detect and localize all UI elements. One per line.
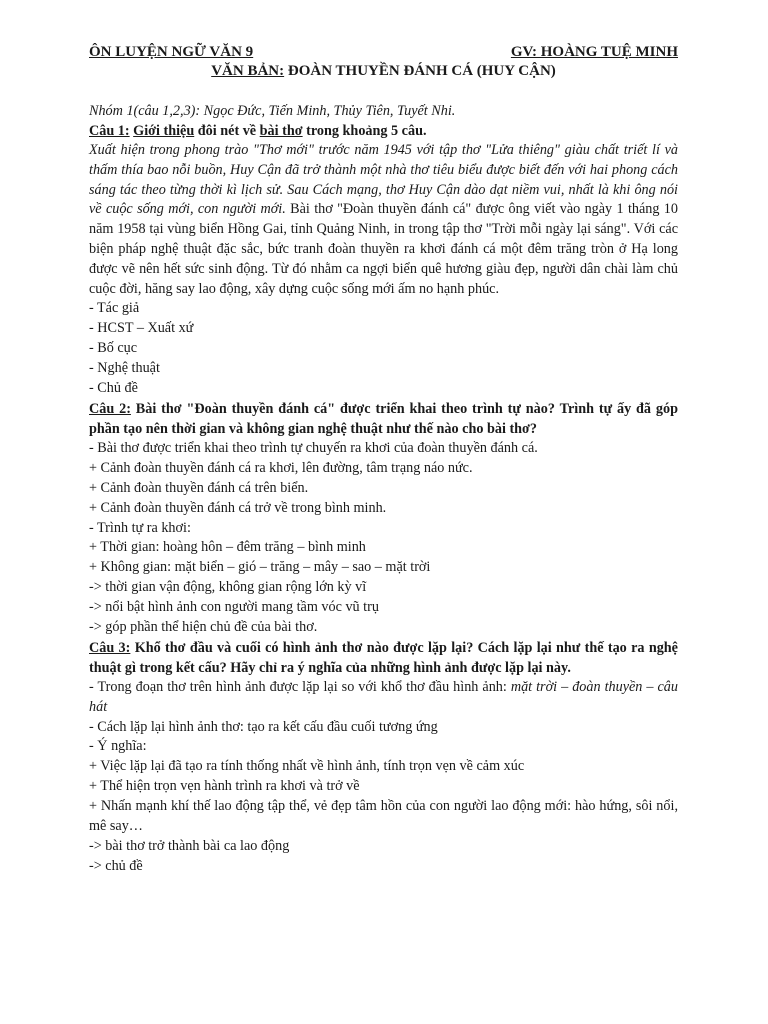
answer-2-line: - Bài thơ được triển khai theo trình tự chuyến ra khơi của đoàn thuyền đánh cá.	[89, 439, 538, 456]
answer-1-paragraph	[89, 141, 678, 299]
answer-2-line: + Cảnh đoàn thuyền đánh cá trên biển.	[89, 479, 309, 496]
question-1-middle: đôi nét về	[194, 123, 260, 139]
answer-3-line: + Nhấn mạnh khí thế lao động tập thể, vẻ đẹp tâm hồn của con người lao động mới: hào hứng, sôi nổi, mê say…	[89, 798, 678, 834]
answer-2-line: + Không gian: mặt biển – gió – trăng – mây – sao – mặt trời	[89, 559, 431, 576]
answer-1-item: - Bố cục	[89, 340, 138, 357]
question-2	[89, 399, 678, 439]
group-members: Nhóm 1(câu 1,2,3): Ngọc Đức, Tiến Minh, Thủy Tiên, Tuyết Nhi.	[89, 103, 456, 119]
answer-2-line: + Cảnh đoàn thuyền đánh cá trở về trong bình minh.	[89, 499, 387, 516]
question-1	[89, 121, 678, 141]
answer-3-line: + Thể hiện trọn vẹn hành trình ra khơi và trở về	[89, 778, 360, 795]
question-3-number: Câu 3:	[89, 639, 131, 656]
header-right: GV: HOÀNG TUỆ MINH	[510, 44, 678, 60]
question-1-intro: Giới thiệu	[133, 123, 195, 139]
answer-1-italic: Xuất hiện trong phong trào "Thơ mới" trước năm 1945 với tập thơ "Lửa thiêng" giàu chất triết lí và thấm thía bao nỗi buồn, Huy Cận đã trở thành một nhà thơ tiêu biểu được biết đến với hai phong cách sáng tác theo từng thời kì lịch sử. Sau Cách mạng, thơ Huy Cận dào dạt niềm vui, nhất là khi ông nói về cuộc sống mới, con người mới.	[89, 142, 678, 218]
answer-3-line: + Việc lặp lại đã tạo ra tính thống nhất về hình ảnh, tính trọn vẹn về cảm xúc	[89, 758, 525, 775]
answer-2-line: + Cảnh đoàn thuyền đánh cá ra khơi, lên đường, tâm trạng náo nức.	[89, 459, 473, 476]
title-prefix: VĂN BẢN:	[211, 63, 285, 79]
document-title	[89, 61, 678, 81]
answer-3-line-1-text: - Trong đoạn thơ trên hình ảnh được lặp lại so với khổ thơ đầu hình ảnh:	[89, 678, 511, 695]
answer-3-line-1	[89, 678, 678, 718]
answer-3-line-1-italic: mặt trời – đoàn thuyền – câu hát	[89, 678, 678, 715]
question-1-topic: bài thơ	[259, 123, 303, 139]
answer-2-line: + Thời gian: hoàng hôn – đêm trăng – bình minh	[89, 539, 366, 556]
question-2-text: Bài thơ "Đoàn thuyền đánh cá" được triển khai theo trình tự nào? Trình tự ấy đã góp phần tạo nên thời gian và không gian nghệ thuật như thế nào cho bài thơ?	[89, 400, 678, 437]
answer-1-normal: Bài thơ "Đoàn thuyền đánh cá" được ông viết vào ngày 1 tháng 10 năm 1958 tại vùng biển Hồng Gai, tỉnh Quảng Ninh, in trong tập thơ "Trời mỗi ngày lại sáng". Với các biện pháp nghệ thuật đặc sắc, bức tranh đoàn thuyền ra khơi đánh cá một đêm trăng tròn ở Hạ long được vẽ nên hết sức sinh động. Từ đó nhằm ca ngợi biển quê hương giàu đẹp, người dân chài làm chủ cuộc đời, hăng say lao động, xây dựng cuộc sống mới ấm no hạnh phúc.	[89, 201, 678, 297]
header-row	[89, 42, 678, 62]
answer-2-line: -> thời gian vận động, không gian rộng lớn kỳ vĩ	[89, 579, 367, 596]
header-left: ÔN LUYỆN NGỮ VĂN 9	[89, 44, 254, 60]
answer-1-item: - HCST – Xuất xứ	[89, 320, 194, 337]
answer-1-item: - Chủ đề	[89, 380, 138, 396]
question-1-number: Câu 1:	[89, 123, 130, 139]
answer-3-line: - Ý nghĩa:	[89, 738, 147, 755]
answer-3-line: -> bài thơ trở thành bài ca lao động	[89, 837, 290, 854]
answer-1-item: - Tác giả	[89, 300, 140, 317]
answer-2-line: -> góp phần thể hiện chủ đề của bài thơ.	[89, 619, 318, 636]
question-3-text: Khổ thơ đầu và cuối có hình ảnh thơ nào được lặp lại? Cách lặp lại như thế tạo ra nghệ thuật gì trong kết cấu? Hãy chỉ ra ý nghĩa của những hình ảnh được lặp lại này.	[89, 639, 678, 676]
question-2-number: Câu 2:	[89, 400, 131, 417]
document-body	[89, 42, 678, 877]
answer-2-line: -> nổi bật hình ảnh con người mang tầm vóc vũ trụ	[89, 599, 379, 616]
answer-2-line: - Trình tự ra khơi:	[89, 519, 191, 536]
answer-3-line: - Cách lặp lại hình ảnh thơ: tạo ra kết cấu đầu cuối tương ứng	[89, 718, 438, 735]
answer-1-item: - Nghệ thuật	[89, 360, 160, 377]
question-1-rest: trong khoảng 5 câu.	[302, 123, 427, 139]
title-text: ĐOÀN THUYỀN ĐÁNH CÁ (HUY CẬN)	[287, 63, 556, 79]
question-3	[89, 638, 678, 678]
answer-3-line: -> chủ đề	[89, 857, 143, 874]
